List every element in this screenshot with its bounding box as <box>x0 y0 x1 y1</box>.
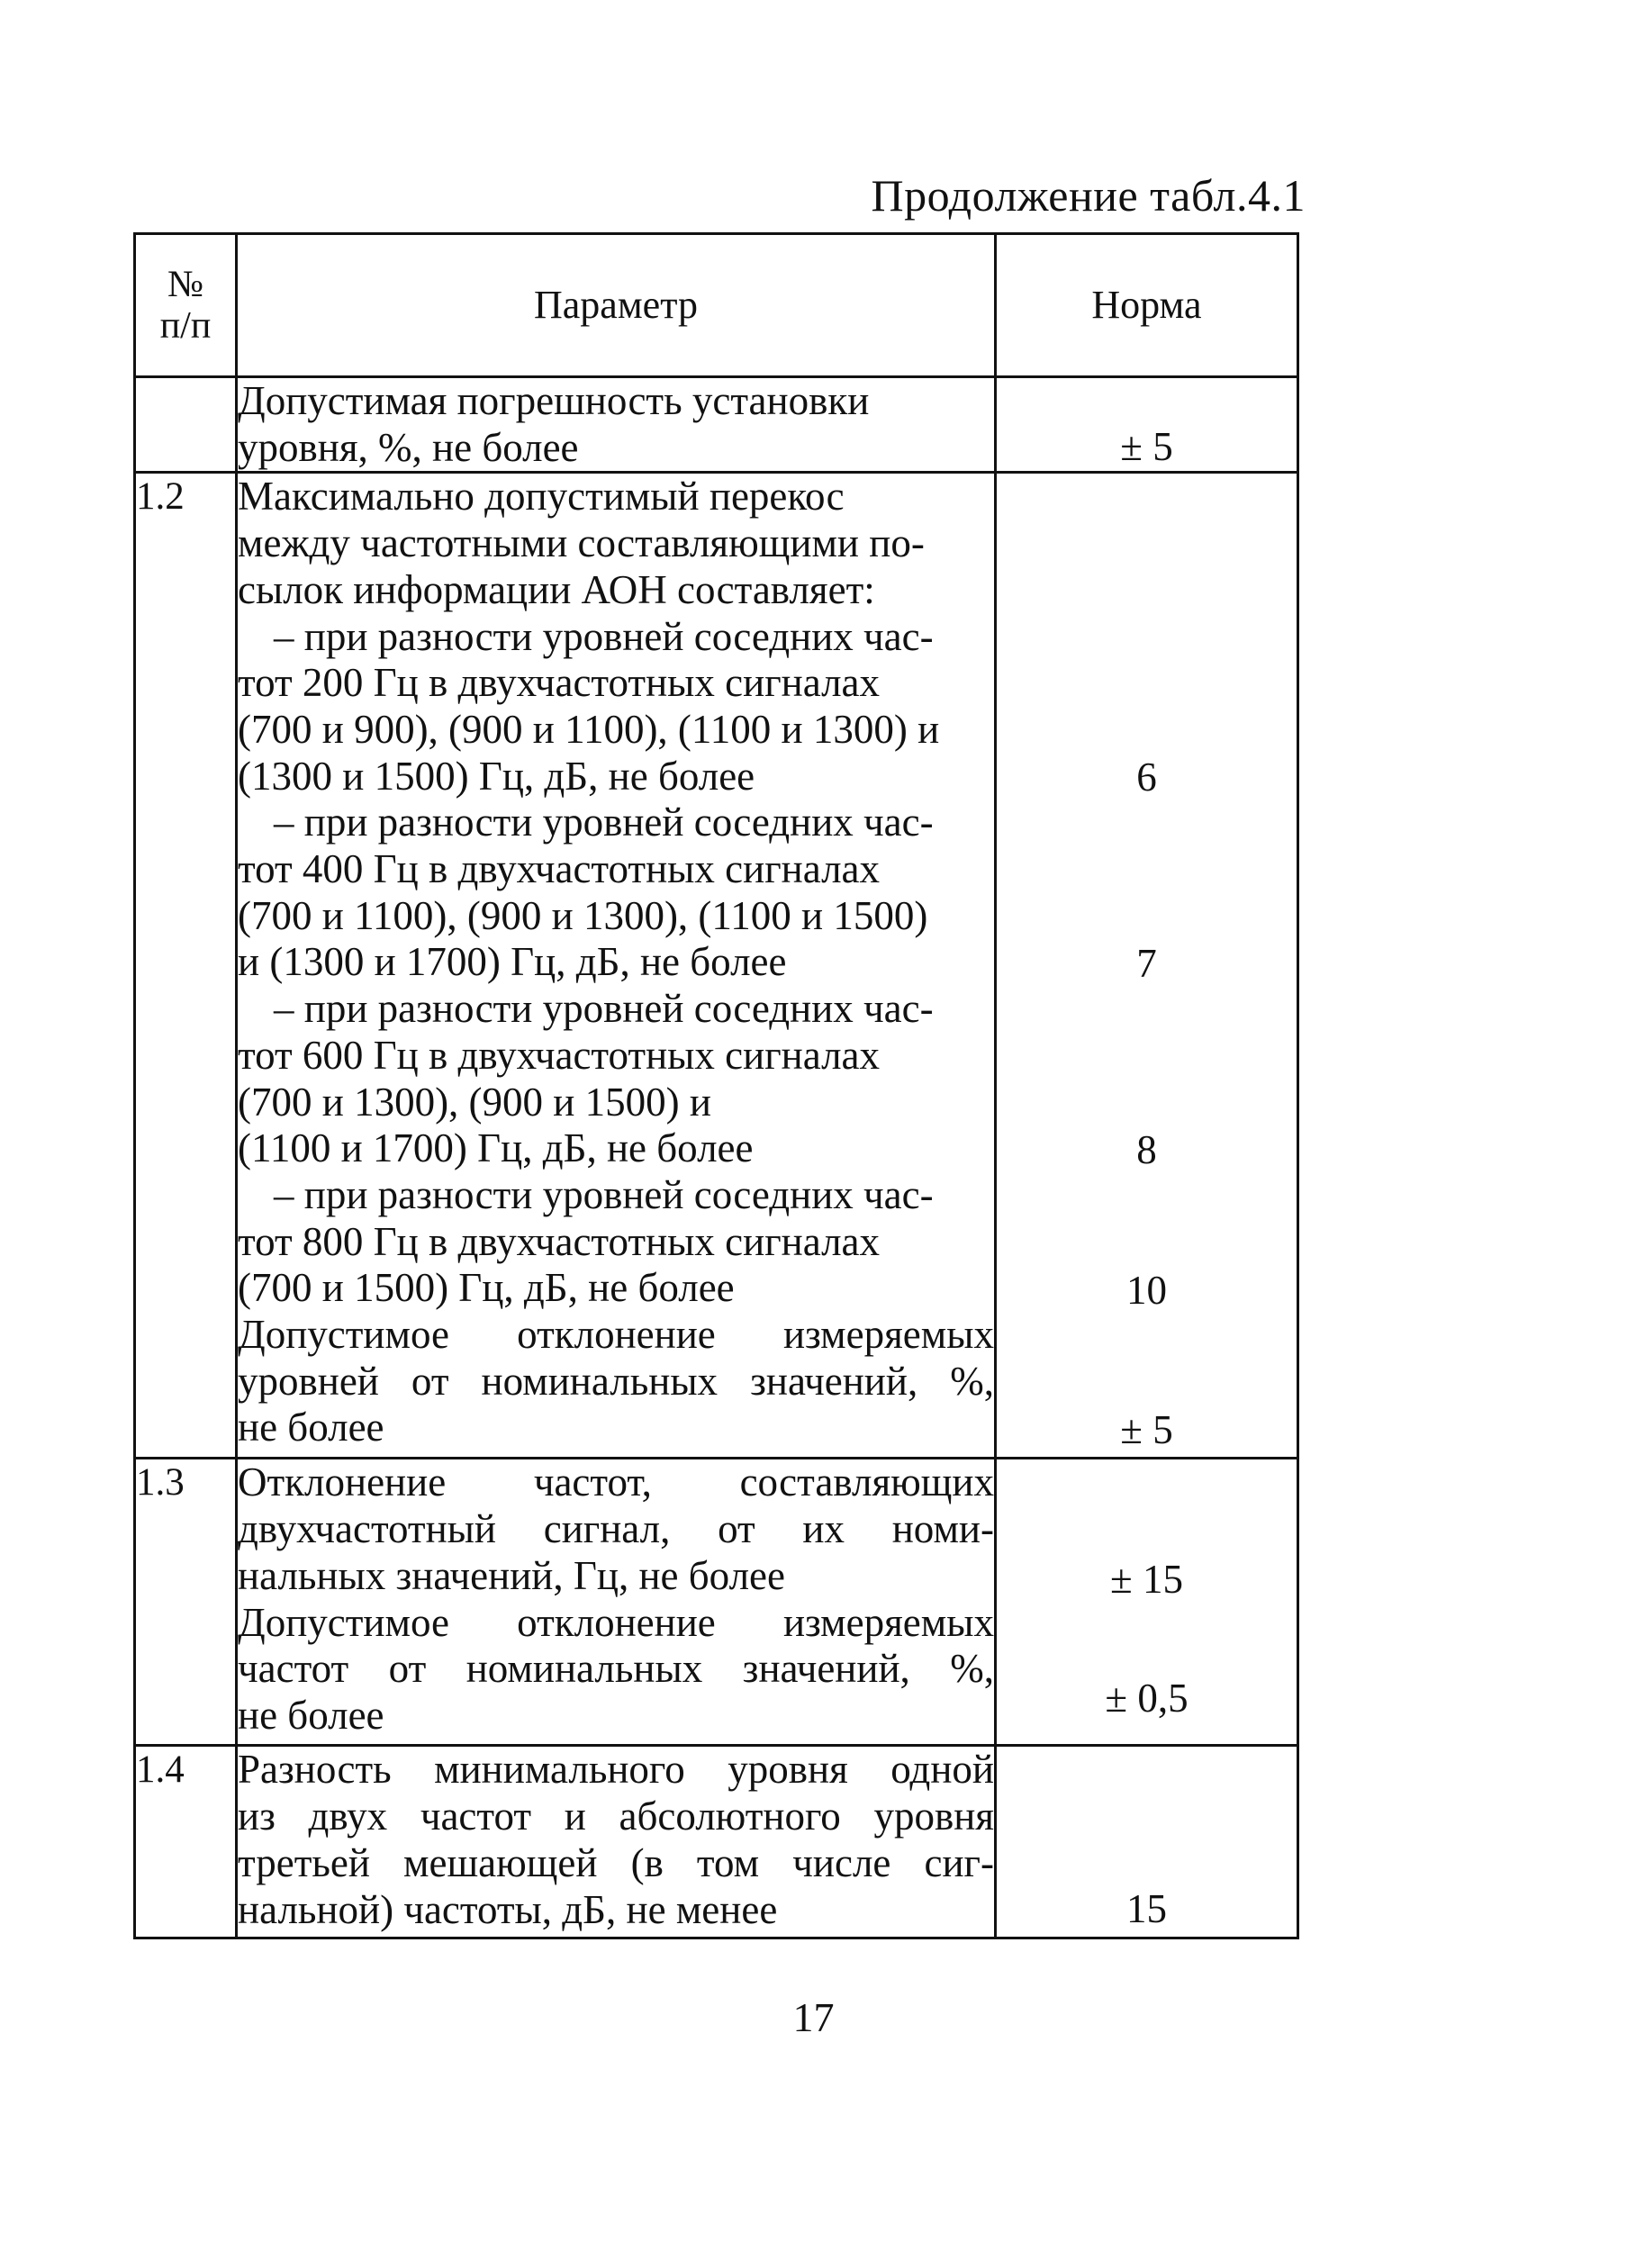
param-line: двухчастотный сигнал, от их номи- <box>238 1506 994 1552</box>
param-line: уровня, %, не более <box>238 424 579 470</box>
row-norm <box>996 1459 1298 1746</box>
row-number: 1.4 <box>135 1746 237 1938</box>
param-line: тот 600 Гц в двухчастотных сигналах <box>238 1032 881 1078</box>
header-number-abbr: п/п <box>159 305 212 347</box>
header-number-sign: № <box>167 264 204 305</box>
header-number <box>135 234 237 377</box>
param-line: уровней от номинальных значений, %, <box>238 1358 994 1404</box>
param-line: Допустимое отклонение измеряемых <box>238 1312 994 1358</box>
param-line: частот от номинальных значений, %, <box>238 1646 994 1692</box>
row-norm <box>996 377 1298 473</box>
norm-value: 6 <box>1136 754 1157 800</box>
param-line: (700 и 1300), (900 и 1500) и <box>238 1079 711 1125</box>
norm-value: 7 <box>1136 941 1157 987</box>
param-line: тот 400 Гц в двухчастотных сигналах <box>238 846 881 892</box>
row-parameter <box>237 1746 996 1938</box>
table-header-row <box>135 234 1298 377</box>
table-row <box>135 1459 1298 1746</box>
page-number: 17 <box>792 1994 835 2040</box>
param-line: не более <box>238 1405 384 1450</box>
norm-value: ± 0,5 <box>1105 1676 1189 1721</box>
param-line: Отклонение частот, составляющих <box>238 1459 994 1505</box>
param-line: между частотными составляющими по- <box>238 520 925 566</box>
param-line: – при разности уровней соседних час- <box>274 800 934 845</box>
row-parameter <box>237 1459 996 1746</box>
param-line: не более <box>238 1692 384 1738</box>
row-number: 1.2 <box>135 473 237 1459</box>
param-line: третьей мешающей (в том числе сиг- <box>238 1839 994 1885</box>
param-line: Допустимое отклонение измеряемых <box>238 1599 994 1645</box>
table-row <box>135 473 1298 1459</box>
header-norm: Норма <box>996 234 1298 377</box>
norm-value: 15 <box>1126 1886 1167 1932</box>
param-line: нальной) частоты, дБ, не менее <box>238 1886 778 1932</box>
norm-value: 8 <box>1136 1127 1157 1173</box>
norm-value: 10 <box>1126 1268 1167 1314</box>
table-row <box>135 1746 1298 1938</box>
param-line: тот 800 Гц в двухчастотных сигналах <box>238 1218 881 1264</box>
param-line: из двух частот и абсолютного уровня <box>238 1794 994 1839</box>
norm-value: ± 5 <box>1120 424 1173 469</box>
norm-value: ± 15 <box>1110 1557 1183 1603</box>
param-line: (700 и 1100), (900 и 1300), (1100 и 1500) <box>238 892 928 938</box>
param-line: (700 и 900), (900 и 1100), (1100 и 1300) и <box>238 706 940 752</box>
param-line: – при разности уровней соседних час- <box>274 613 934 659</box>
table-row <box>135 377 1298 473</box>
param-line: – при разности уровней соседних час- <box>274 1171 934 1217</box>
row-parameter <box>237 377 996 473</box>
row-number: 1.3 <box>135 1459 237 1746</box>
param-line: (1100 и 1700) Гц, дБ, не более <box>238 1125 754 1171</box>
param-line: (700 и 1500) Гц, дБ, не более <box>238 1265 735 1311</box>
param-line: сылок информации АОН составляет: <box>238 566 875 612</box>
param-line: тот 200 Гц в двухчастотных сигналах <box>238 660 881 706</box>
param-line: – при разности уровней соседних час- <box>274 986 934 1032</box>
norms-table <box>133 232 1299 1939</box>
row-parameter <box>237 473 996 1459</box>
row-number <box>135 377 237 473</box>
table-caption: Продолжение табл.4.1 <box>871 170 1306 221</box>
row-norm <box>996 473 1298 1459</box>
norm-value: ± 5 <box>1120 1407 1173 1453</box>
param-line: (1300 и 1500) Гц, дБ, не более <box>238 753 755 799</box>
header-parameter: Параметр <box>237 234 996 377</box>
row-norm <box>996 1746 1298 1938</box>
param-line: Разность минимального уровня одной <box>238 1747 994 1793</box>
param-line: Максимально допустимый перекос <box>238 474 845 520</box>
param-line: нальных значений, Гц, не более <box>238 1552 785 1598</box>
param-line: Допустимая погрешность установки <box>238 378 870 423</box>
param-line: и (1300 и 1700) Гц, дБ, не более <box>238 939 787 985</box>
